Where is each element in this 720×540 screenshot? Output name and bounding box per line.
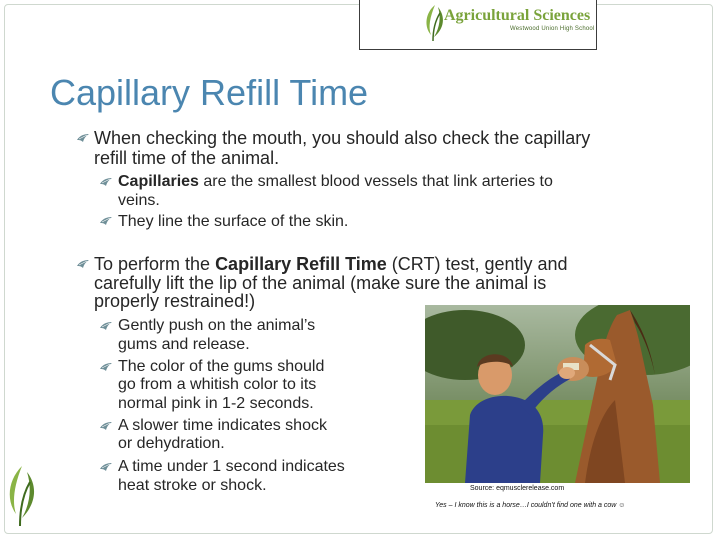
horse-photo-illustration <box>425 305 690 483</box>
bullet-2-line-2: carefully lift the lip of the animal (make sure the animal is <box>94 273 547 293</box>
bullet-2-line-1 <box>94 255 568 274</box>
sub-bullet-skin: They line the surface of the skin. <box>118 213 349 230</box>
logo-title: Agricultural Sciences <box>444 7 591 24</box>
sub-bullet-slower-line-1: A slower time indicates shock <box>118 417 327 434</box>
bullet-1-line-2: refill time of the animal. <box>94 148 280 168</box>
sub-bullet-color-line-3: normal pink in 1-2 seconds. <box>118 395 314 412</box>
photo-note: Yes – I know this is a horse…I couldn’t find one with a cow ☺ <box>435 502 626 509</box>
sub-bullet-color-line-1: The color of the gums should <box>118 358 325 375</box>
slide-title: Capillary Refill Time <box>50 72 369 113</box>
bold-term: Capillaries <box>118 173 199 190</box>
horse-photo <box>425 305 690 483</box>
wing-bullet-icon <box>99 321 113 331</box>
bullet-2-text-pre: To perform the <box>94 254 216 274</box>
logo-subtitle: Westwood Union High School <box>510 26 595 32</box>
sub-bullet-slower-line-2: or dehydration. <box>118 435 225 452</box>
wing-bullet-icon <box>76 133 90 143</box>
sub-bullet-under-line-2: heat stroke or shock. <box>118 477 267 494</box>
bullet-1-line-1: When checking the mouth, you should also check the capillary <box>94 128 591 148</box>
wing-bullet-icon <box>99 462 113 472</box>
sub-bullet-push-line-1: Gently push on the animal’s <box>118 317 316 334</box>
wing-bullet-icon <box>99 362 113 372</box>
sub-bullet-capillaries-line-2: veins. <box>118 192 160 209</box>
bullet-2-line-3: properly restrained!) <box>94 291 256 311</box>
photo-source: Source: eqmusclerelease.com <box>470 485 565 492</box>
wing-bullet-icon <box>99 216 113 226</box>
sub-bullet-capillaries <box>118 172 553 191</box>
bold-term: Capillary Refill Time <box>215 254 387 274</box>
sub-bullet-push-line-2: gums and release. <box>118 336 250 353</box>
leaf-corner-icon <box>2 462 42 528</box>
sub-bullet-text: are the smallest blood vessels that link arteries to <box>198 173 553 190</box>
wing-bullet-icon <box>76 259 90 269</box>
wing-bullet-icon <box>99 421 113 431</box>
sub-bullet-under-line-1: A time under 1 second indicates <box>118 458 345 475</box>
wing-bullet-icon <box>99 177 113 187</box>
sub-bullet-color-line-2: go from a whitish color to its <box>118 376 317 393</box>
bullet-2-text-post: (CRT) test, gently and <box>386 254 568 274</box>
school-logo <box>359 0 597 50</box>
